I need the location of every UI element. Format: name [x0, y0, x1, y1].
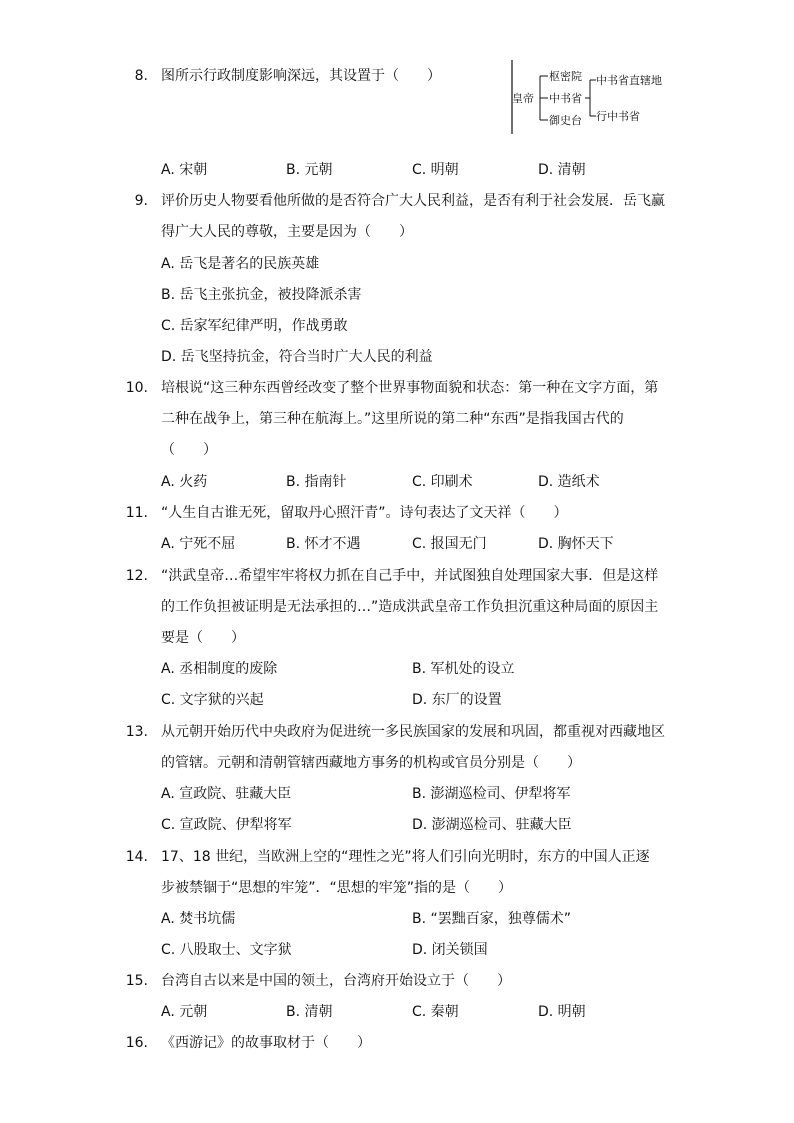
option-c: C. 印刷术	[412, 474, 473, 490]
diagram-root-label: 皇帝	[512, 92, 534, 105]
option-d: D. 胸怀天下	[538, 536, 614, 552]
option-b: B. “罢黜百家，独尊儒术”	[412, 911, 572, 927]
question-stem: 17、18 世纪，当欧洲上空的“理性之光”将人们引向光明时，东方的中国人正逐	[161, 849, 650, 865]
option-a: A. 焚书坑儒	[161, 911, 236, 927]
option-c: C. 秦朝	[412, 1004, 459, 1020]
option-b: B. 清朝	[286, 1004, 333, 1020]
option-b: B. 军机处的设立	[412, 661, 515, 677]
option-b: B. 岳飞主张抗金，被投降派杀害	[161, 287, 362, 303]
question-number: 9.	[134, 193, 148, 209]
question-number: 12.	[125, 568, 148, 584]
question-stem: 步被禁锢于“思想的牢笼”．“思想的牢笼”指的是（ ）	[161, 880, 513, 896]
option-c: C. 明朝	[412, 162, 459, 178]
question-stem: 图所示行政制度影响深远，其设置于（ ）	[161, 68, 441, 84]
question-number: 11.	[125, 505, 148, 521]
administrative-system-diagram	[508, 58, 668, 136]
diagram-sub-label: 中书省直辖地	[596, 74, 662, 87]
option-c: C. 八股取士、文字狱	[161, 942, 292, 958]
option-d: D. 闭关锁国	[412, 942, 488, 958]
option-c: C. 岳家军纪律严明，作战勇敢	[161, 318, 348, 334]
question-stem: 要是（ ）	[161, 630, 245, 646]
option-a: A. 岳飞是著名的民族英雄	[161, 256, 320, 272]
question-stem: “人生自古谁无死，留取丹心照汗青”。诗句表达了文天祥（ ）	[161, 505, 568, 521]
option-d: D. 澎湖巡检司、驻藏大臣	[412, 817, 572, 833]
question-stem: 二种在战争上，第三种在航海上。”这里所说的第二种“东西”是指我国古代的	[161, 411, 624, 427]
option-d: D. 东厂的设置	[412, 692, 502, 708]
option-d: D. 造纸术	[538, 474, 600, 490]
question-stem: 的管辖。元朝和清朝管辖西藏地方事务的机构或官员分别是（ ）	[161, 755, 581, 771]
question-stem: 评价历史人物要看他所做的是否符合广大人民利益，是否有利于社会发展．岳飞赢	[161, 193, 665, 209]
question-number: 8.	[134, 68, 148, 84]
option-d: D. 清朝	[538, 162, 586, 178]
question-stem: 从元朝开始历代中央政府为促进统一多民族国家的发展和巩固，都重视对西藏地区	[161, 724, 665, 740]
option-a: A. 丞相制度的废除	[161, 661, 278, 677]
option-a: A. 元朝	[161, 1004, 208, 1020]
question-number: 10.	[125, 380, 148, 396]
diagram-branch-label: 枢密院	[549, 70, 582, 83]
diagram-svg	[508, 58, 668, 136]
option-c: C. 宣政院、伊犁将军	[161, 817, 292, 833]
option-b: B. 澎湖巡检司、伊犁将军	[412, 786, 571, 802]
question-number: 15.	[125, 973, 148, 989]
option-b: B. 元朝	[286, 162, 333, 178]
question-stem: 台湾自古以来是中国的领土，台湾府开始设立于（ ）	[161, 973, 511, 989]
question-number: 14.	[125, 849, 148, 865]
question-stem: 《西游记》的故事取材于（ ）	[161, 1035, 371, 1051]
option-a: A. 宣政院、驻藏大臣	[161, 786, 292, 802]
question-stem: “洪武皇帝…希望牢牢将权力抓在自己手中，并试图独自处理国家大事．但是这样	[161, 568, 659, 584]
diagram-sub-label: 行中书省	[596, 110, 640, 123]
option-b: B. 怀才不遇	[286, 536, 361, 552]
option-c: C. 报国无门	[412, 536, 487, 552]
option-a: A. 火药	[161, 474, 208, 490]
option-d: D. 明朝	[538, 1004, 586, 1020]
question-stem: 的工作负担被证明是无法承担的…”造成洪武皇帝工作负担沉重这种局面的原因主	[161, 599, 659, 615]
question-stem: （ ）	[161, 442, 217, 458]
question-number: 16.	[125, 1035, 148, 1051]
option-a: A. 宋朝	[161, 162, 208, 178]
option-c: C. 文字狱的兴起	[161, 692, 264, 708]
diagram-branch-label: 御史台	[549, 114, 582, 127]
diagram-branch-label: 中书省	[549, 92, 582, 105]
question-stem: 培根说“这三种东西曾经改变了整个世界事物面貌和状态：第一种在文字方面，第	[161, 380, 659, 396]
question-stem: 得广大人民的尊敬，主要是因为（ ）	[161, 224, 413, 240]
option-a: A. 宁死不屈	[161, 536, 236, 552]
option-b: B. 指南针	[286, 474, 347, 490]
option-d: D. 岳飞坚持抗金，符合当时广大人民的利益	[161, 349, 433, 365]
question-number: 13.	[125, 724, 148, 740]
